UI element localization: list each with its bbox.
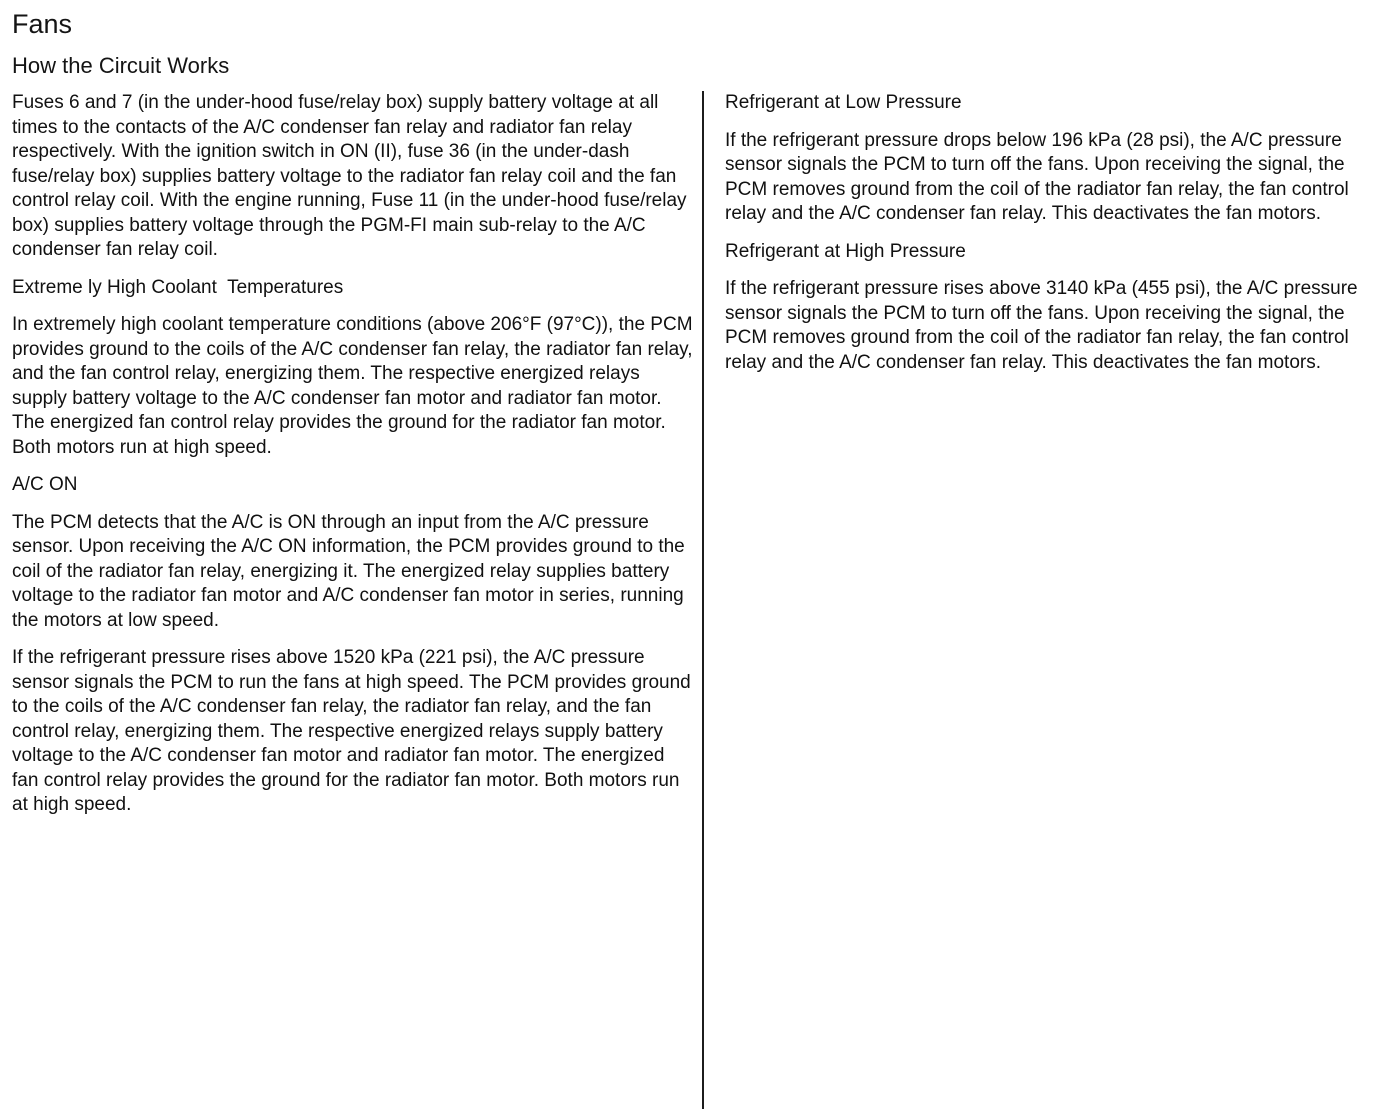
paragraph-high-coolant-temperature: In extremely high coolant temperature conditions (above 206°F (97°C)), the PCM provides ground to the coils of the A/C condenser fan relay, the radiator fan relay, and the fan control relay, energizing them. The respective energized relays supply battery voltage to the A/C condenser fan motor and radiator fan motor. The energized fan control relay provides the ground for the radiator fan motor. Both motors run at high speed. — [12, 314, 693, 458]
heading-refrigerant-high-pressure: Refrigerant at High Pressure — [725, 240, 966, 262]
two-column-layout — [12, 91, 1386, 1109]
page-title: Fans — [12, 9, 73, 39]
paragraph-pressure-above-1520: If the refrigerant pressure rises above 1520 kPa (221 psi), the A/C pressure sensor signals the PCM to run the fans at high speed. The PCM provides ground to the coils of the A/C condenser fan relay, the radiator fan relay, and the fan control relay, energizing them. The respective energized relays supply battery voltage to the A/C condenser fan motor and radiator fan motor. The energized fan control relay provides the ground for the radiator fan motor. Both motors run at high speed. — [12, 647, 691, 815]
paragraph-pressure-below-196: If the refrigerant pressure drops below 196 kPa (28 psi), the A/C pressure sensor signals the PCM to turn off the fans. Upon receiving the signal, the PCM removes ground from the coil of the radiator fan relay, the fan control relay and the A/C condenser fan relay. This deactivates the fan motors. — [725, 129, 1349, 224]
right-column — [704, 91, 1386, 1109]
heading-refrigerant-low-pressure: Refrigerant at Low Pressure — [725, 92, 962, 113]
heading-extremely-high-coolant-temperatures: Extreme ly High Coolant Temperatures — [12, 276, 344, 298]
paragraph-fuses-supply-voltage: Fuses 6 and 7 (in the under-hood fuse/relay box) supply battery voltage at all times to the contacts of the A/C condenser fan relay and radiator fan relay respectively. With the ignition switch in ON (II), fuse 36 (in the under-dash fuse/relay box) supplies battery voltage to the radiator fan relay coil and the fan control relay coil. With the engine running, Fuse 11 (in the under-hood fuse/relay box) supplies battery voltage through the PGM-FI main sub-relay to the A/C condenser fan relay coil. — [12, 92, 687, 260]
left-column — [12, 91, 702, 1109]
section-title-how-the-circuit-works: How the Circuit Works — [12, 53, 230, 78]
heading-ac-on: A/C ON — [12, 474, 78, 495]
paragraph-ac-on-low-speed: The PCM detects that the A/C is ON through an input from the A/C pressure sensor. Upon receiving the A/C ON information, the PCM provides ground to the coil of the radiator fan relay, energizing it. The energized relay supplies battery voltage to the radiator fan motor and A/C condenser fan motor in series, running the motors at low speed. — [12, 511, 685, 631]
paragraph-pressure-above-3140: If the refrigerant pressure rises above 3140 kPa (455 psi), the A/C pressure sensor signals the PCM to turn off the fans. Upon receiving the signal, the PCM removes ground from the coil of the radiator fan relay, the fan control relay and the A/C condenser fan relay. This deactivates the fan motors. — [725, 278, 1358, 373]
